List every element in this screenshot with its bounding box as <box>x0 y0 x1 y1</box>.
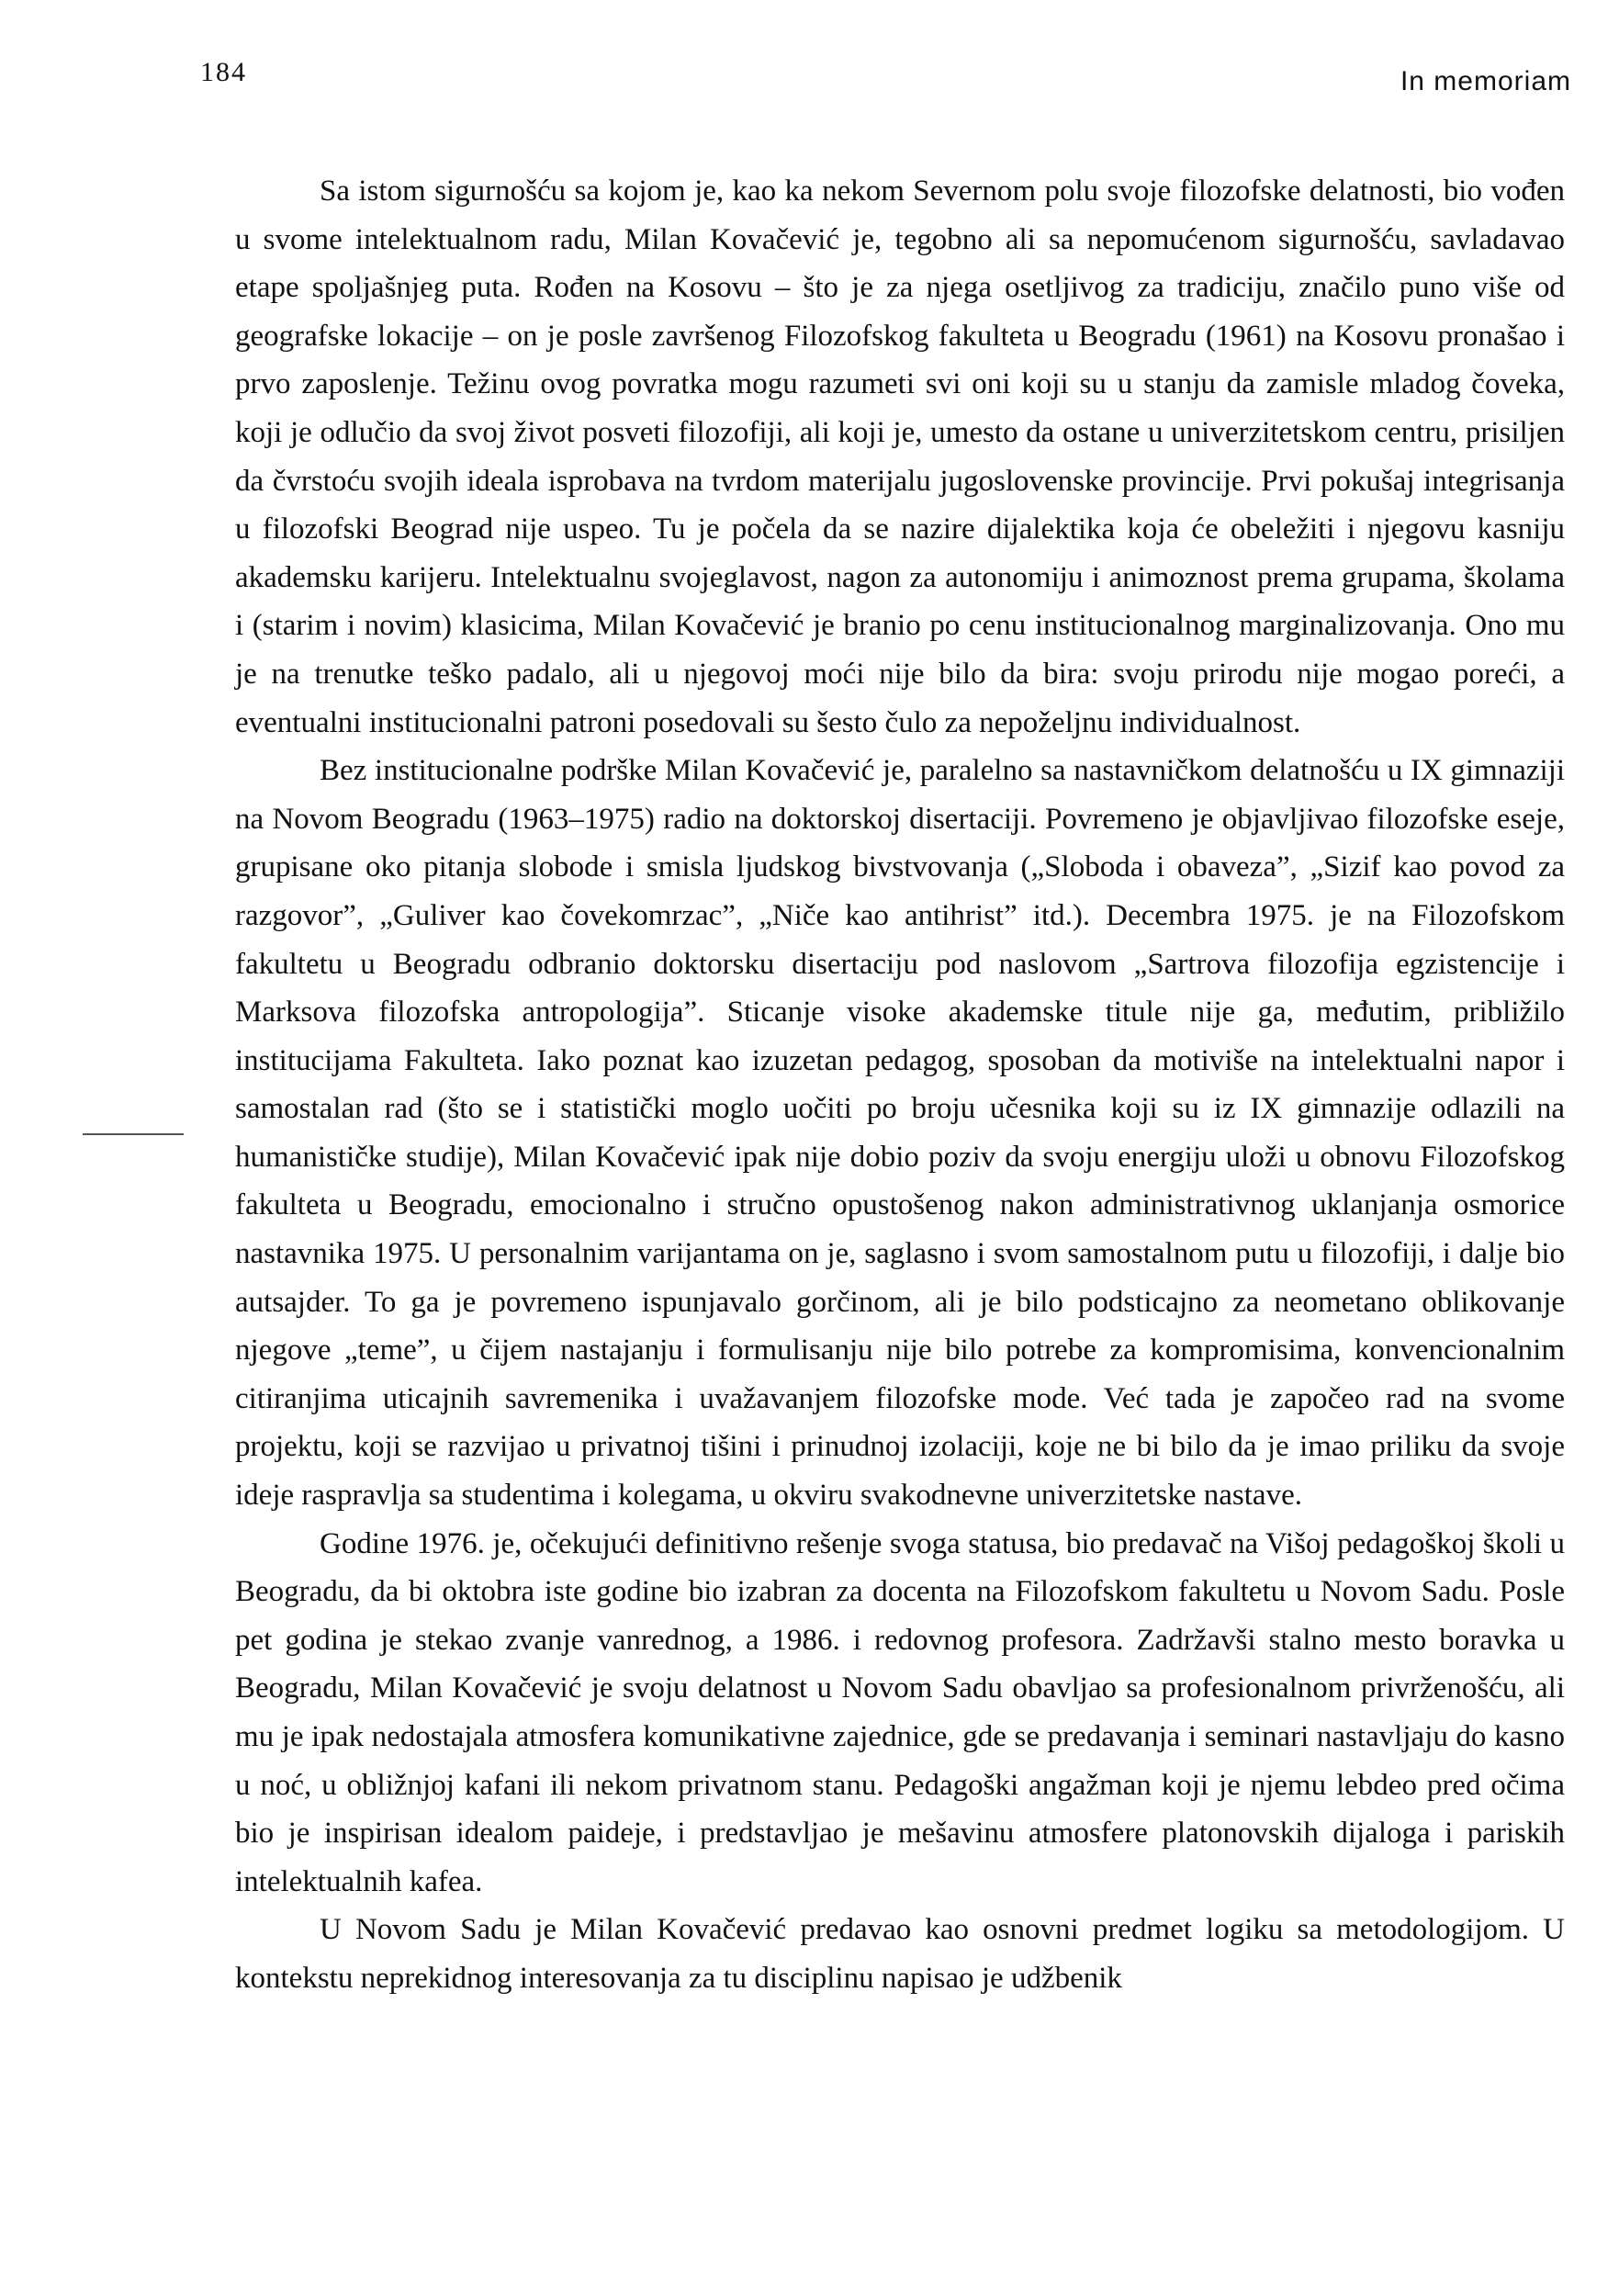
body-text <box>235 167 1565 2003</box>
running-head: In memoriam <box>1400 66 1571 96</box>
paragraph: Sa istom sigurnošću sa kojom je, kao ka nekom Severnom polu svoje filozofske delatnosti, bio vođen u svome intelektualnom radu, Milan Kovačević je, tegobno ali sa nepomućenom sigurnošću, savladavao etape spoljašnjeg puta. Rođen na Kosovu – što je za njega osetljivog za tradiciju, značilo puno više od geografske lokacije – on je posle završenog Filozofskog fakulteta u Beogradu (1961) na Kosovu pronašao i prvo zaposlenje. Težinu ovog povratka mogu razumeti svi oni koji su u stanju da zamisle mladog čoveka, koji je odlučio da svoj život posveti filozofiji, ali koji je, umesto da ostane u univerzitetskom centru, prisiljen da čvrstoću svojih ideala isprobava na tvrdom materijalu jugoslovenske provincije. Prvi pokušaj integrisanja u filozofski Beograd nije uspeo. Tu je počela da se nazire dijalektika koja će obeležiti i njegovu kasniju akademsku karijeru. Intelektualnu svojeglavost, nagon za autonomiju i animoznost prema grupama, školama i (starim i novim) klasicima, Milan Kovačević je branio po cenu institucionalnog marginalizovanja. Ono mu je na trenutke teško padalo, ali u njegovoj moći nije bilo da bira: svoju prirodu nije mogao poreći, a eventualni institucionalni patroni posedovali su šesto čulo za nepoželjnu individualnost. <box>235 174 1565 739</box>
page-number: 184 <box>200 57 247 87</box>
margin-mark <box>83 1133 184 1135</box>
paragraph: Godine 1976. je, očekujući definitivno rešenje svoga statusa, bio predavač na Višoj pedagoškoj školi u Beogradu, da bi oktobra iste godine bio izabran za docenta na Filozofskom fakultetu u Novom Sadu. Posle pet godina je stekao zvanje vanrednog, a 1986. i redovnog profesora. Zadržavši stalno mesto boravka u Beogradu, Milan Kovačević je svoju delatnost u Novom Sadu obavljao sa profesionalnom privrženošću, ali mu je ipak nedostajala atmosfera komunikativne zajednice, gde se predavanja i seminari nastavljaju do kasno u noć, u obližnjoj kafani ili nekom privatnom stanu. Pedagoški angažman koji je njemu lebdeo pred očima bio je inspirisan idealom paideje, i predstavljao je mešavinu atmosfere platonovskih dijaloga i pariskih intelektualnih kafea. <box>235 1526 1565 1898</box>
paragraph: Bez institucionalne podrške Milan Kovačević je, paralelno sa nastavničkom delatnošću u IX gimnaziji na Novom Beogradu (1963–1975) radio na doktorskoj disertaciji. Povremeno je objavljivao filozofske eseje, grupisane oko pitanja slobode i smisla ljudskog bivstvovanja („Sloboda i obaveza”, „Sizif kao povod za razgovor”, „Guliver kao čovekomrzac”, „Niče kao antihrist” itd.). Decembra 1975. je na Filozofskom fakultetu u Beogradu odbranio doktorsku disertaciju pod naslovom „Sartrova filozofija egzistencije i Marksova filozofska antropologija”. Sticanje visoke akademske titule nije ga, međutim, približilo institucijama Fakulteta. Iako poznat kao izuzetan pedagog, sposoban da motiviše na intelektualni napor i samostalan rad (što se i statistički moglo uočiti po broju učesnika koji su iz IX gimnazije odlazili na humanističke studije), Milan Kovačević ipak nije dobio poziv da svoju energiju uloži u obnovu Filozofskog fakulteta u Beogradu, emocionalno i stručno opustošenog nakon administrativnog uklanjanja osmorice nastavnika 1975. U personalnim varijantama on je, saglasno i svom samostalnom putu u filozofiji, i dalje bio autsajder. To ga je povremeno ispunjavalo gorčinom, ali je bilo podsticajno za neometano oblikovanje njegove „teme”, u čijem nastajanju i formulisanju nije bilo potrebe za kompromisima, konvencionalnim citiranjima uticajnih savremenika i uvažavanjem filozofske mode. Već tada je započeo rad na svome projektu, koji se razvijao u privatnoj tišini i prinudnoj izolaciji, koje ne bi bilo da je imao priliku da svoje ideje raspravlja sa studentima i kolegama, u okviru svakodnevne univerzitetske nastave. <box>235 754 1565 1513</box>
paragraph: U Novom Sadu je Milan Kovačević predavao kao osnovni predmet logiku sa metodologijom. U kontekstu neprekidnog interesovanja za tu disciplinu napisao je udžbenik <box>235 1913 1565 1995</box>
